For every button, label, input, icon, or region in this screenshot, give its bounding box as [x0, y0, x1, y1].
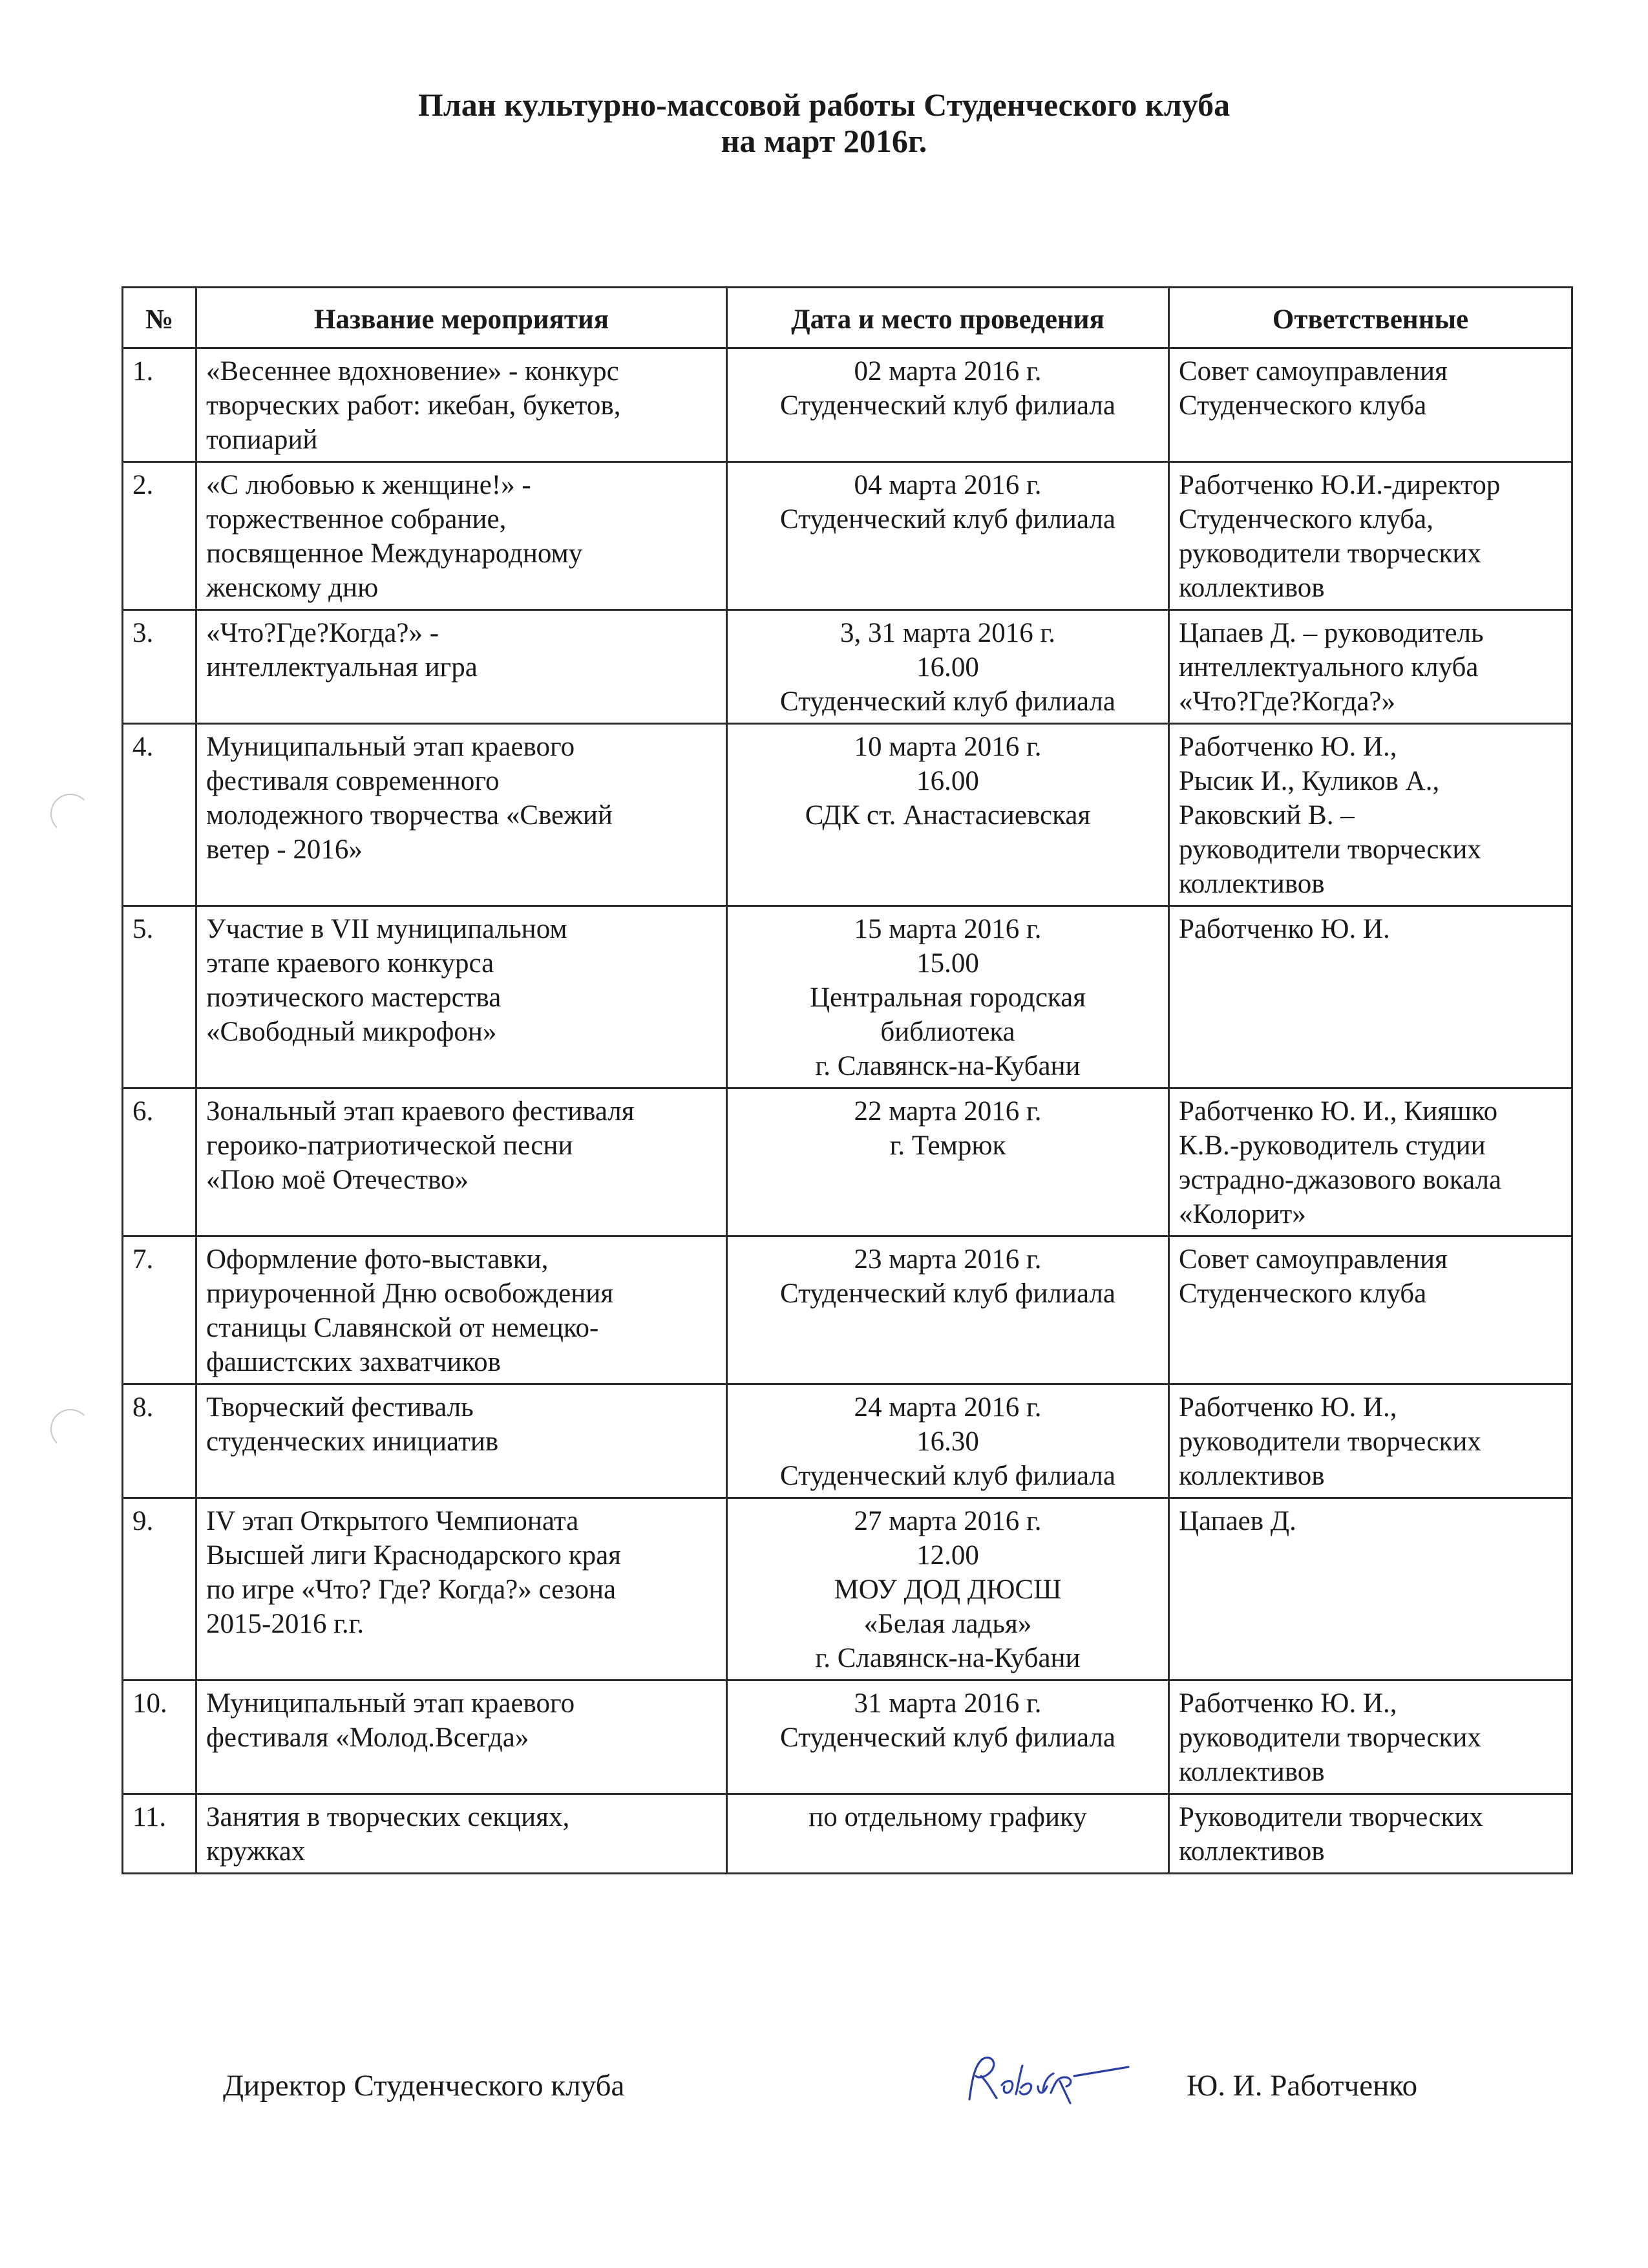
row-number: 8.: [123, 1384, 196, 1498]
responsible-line: руководители творческих: [1179, 834, 1481, 865]
date-place-line: 04 марта 2016 г.: [854, 470, 1042, 500]
event-name-line: посвященное Международному: [206, 538, 583, 569]
date-place-cell: [727, 462, 1169, 610]
row-number: 2.: [123, 462, 196, 610]
event-name-cell: [196, 906, 727, 1088]
date-place-line: 3, 31 марта 2016 г.: [840, 618, 1056, 648]
responsible-line: Раковский В. –: [1179, 800, 1355, 831]
event-name-line: IV этап Открытого Чемпионата: [206, 1506, 579, 1536]
date-place-cell: [727, 1236, 1169, 1384]
event-name-line: «Что?Где?Когда?» -: [206, 618, 439, 648]
date-place-line: 16.30: [916, 1426, 979, 1457]
responsible-line: Работченко Ю. И., Кияшко: [1179, 1096, 1498, 1127]
date-place-line: г. Темрюк: [889, 1130, 1006, 1161]
date-place-cell: [727, 906, 1169, 1088]
responsible-line: Работченко Ю.И.-директор: [1179, 470, 1501, 500]
date-place-line: г. Славянск-на-Кубани: [815, 1051, 1081, 1081]
date-place-cell: [727, 724, 1169, 906]
date-place-line: 02 марта 2016 г.: [854, 356, 1042, 387]
date-place-line: библиотека: [880, 1017, 1015, 1047]
row-number: 10.: [123, 1680, 196, 1794]
event-name-line: Оформление фото-выставки,: [206, 1244, 549, 1275]
date-place-line: 16.00: [916, 766, 979, 796]
event-name-line: топиарий: [206, 425, 318, 455]
event-name-line: «Весеннее вдохновение» - конкурс: [206, 356, 619, 387]
events-table: [121, 286, 1573, 1874]
date-place-line: Студенческий клуб филиала: [780, 390, 1115, 421]
date-place-line: Студенческий клуб филиала: [780, 686, 1115, 717]
event-name-line: Высшей лиги Краснодарского края: [206, 1540, 621, 1571]
date-place-line: 23 марта 2016 г.: [854, 1244, 1042, 1275]
event-name-cell: [196, 1236, 727, 1384]
event-name-line: поэтического мастерства: [206, 982, 502, 1013]
punch-hole-mark-bottom: [50, 1409, 90, 1449]
table-row: [123, 724, 1572, 906]
table-row: [123, 906, 1572, 1088]
date-place-line: Студенческий клуб филиала: [780, 1461, 1115, 1491]
event-name-line: Творческий фестиваль: [206, 1392, 474, 1423]
date-place-cell: [727, 1088, 1169, 1236]
responsible-line: «Что?Где?Когда?»: [1179, 686, 1396, 717]
event-name-line: ветер - 2016»: [206, 834, 363, 865]
table-row: [123, 462, 1572, 610]
responsible-line: коллективов: [1179, 1757, 1325, 1787]
row-number: 3.: [123, 610, 196, 724]
event-name-cell: [196, 1498, 727, 1680]
responsible-line: коллективов: [1179, 1461, 1325, 1491]
event-name-line: Зональный этап краевого фестиваля: [206, 1096, 635, 1127]
event-name-line: «Пою моё Отечество»: [206, 1165, 469, 1195]
event-name-line: Занятия в творческих секциях,: [206, 1802, 570, 1832]
event-name-line: этапе краевого конкурса: [206, 948, 494, 979]
event-name-line: фестиваля «Молод.Всегда»: [206, 1722, 529, 1753]
date-place-line: 22 марта 2016 г.: [854, 1096, 1042, 1127]
event-name-line: творческих работ: икебан, букетов,: [206, 390, 621, 421]
responsible-line: коллективов: [1179, 1836, 1325, 1867]
responsible-cell: [1169, 724, 1572, 906]
responsible-line: Цапаев Д. – руководитель: [1179, 618, 1484, 648]
date-place-line: 16.00: [916, 652, 979, 683]
event-name-cell: [196, 1680, 727, 1794]
event-name-line: фашистских захватчиков: [206, 1347, 501, 1377]
title-line-2: на март 2016г.: [721, 123, 927, 159]
table-row: [123, 1680, 1572, 1794]
row-number: 5.: [123, 906, 196, 1088]
date-place-line: Студенческий клуб филиала: [780, 1278, 1115, 1309]
event-name-cell: [196, 1088, 727, 1236]
responsible-line: Работченко Ю. И.,: [1179, 1688, 1397, 1719]
responsible-cell: [1169, 1088, 1572, 1236]
row-number: 6.: [123, 1088, 196, 1236]
table-row: [123, 348, 1572, 462]
event-name-line: кружках: [206, 1836, 306, 1867]
date-place-line: 31 марта 2016 г.: [854, 1688, 1042, 1719]
event-name-line: фестиваля современного: [206, 766, 500, 796]
responsible-line: руководители творческих: [1179, 1426, 1481, 1457]
responsible-line: коллективов: [1179, 573, 1325, 603]
date-place-cell: [727, 1794, 1169, 1874]
signature: [956, 2048, 1137, 2112]
responsible-line: Студенческого клуба: [1179, 1278, 1427, 1309]
header-responsible: Ответственные: [1169, 288, 1572, 348]
header-event-name: Название мероприятия: [196, 288, 727, 348]
date-place-cell: [727, 348, 1169, 462]
event-name-line: Участие в VII муниципальном: [206, 914, 567, 944]
header-date-place: Дата и место проведения: [727, 288, 1169, 348]
event-name-line: 2015-2016 г.г.: [206, 1609, 364, 1639]
responsible-cell: [1169, 1498, 1572, 1680]
event-name-line: студенческих инициатив: [206, 1426, 499, 1457]
date-place-line: по отдельному графику: [808, 1802, 1087, 1832]
date-place-cell: [727, 1680, 1169, 1794]
event-name-line: молодежного творчества «Свежий: [206, 800, 613, 831]
responsible-line: Студенческого клуба,: [1179, 504, 1433, 535]
date-place-cell: [727, 1384, 1169, 1498]
responsible-line: руководители творческих: [1179, 538, 1481, 569]
event-name-cell: [196, 462, 727, 610]
responsible-cell: [1169, 462, 1572, 610]
table-row: [123, 610, 1572, 724]
table-header-row: [123, 288, 1572, 348]
table-row: [123, 1384, 1572, 1498]
title-line-1: План культурно-массовой работы Студенческого клуба: [417, 87, 1231, 123]
date-place-line: 27 марта 2016 г.: [854, 1506, 1042, 1536]
responsible-line: К.В.-руководитель студии: [1179, 1130, 1486, 1161]
footer-position: Директор Студенческого клуба: [223, 2069, 625, 2103]
date-place-line: 24 марта 2016 г.: [854, 1392, 1042, 1423]
row-number: 9.: [123, 1498, 196, 1680]
event-name-line: женскому дню: [206, 573, 379, 603]
responsible-line: Руководители творческих: [1179, 1802, 1483, 1832]
row-number: 4.: [123, 724, 196, 906]
date-place-cell: [727, 1498, 1169, 1680]
responsible-cell: [1169, 1384, 1572, 1498]
table-body: [123, 348, 1572, 1874]
responsible-line: коллективов: [1179, 869, 1325, 899]
event-name-cell: [196, 1794, 727, 1874]
responsible-line: Работченко Ю. И.,: [1179, 1392, 1397, 1423]
event-name-line: Муниципальный этап краевого: [206, 732, 575, 762]
responsible-cell: [1169, 1794, 1572, 1874]
event-name-cell: [196, 1384, 727, 1498]
date-place-line: 10 марта 2016 г.: [854, 732, 1042, 762]
punch-hole-mark-top: [50, 794, 90, 834]
date-place-line: 15.00: [916, 948, 979, 979]
date-place-line: МОУ ДОД ДЮСШ: [834, 1574, 1062, 1605]
event-name-line: станицы Славянской от немецко-: [206, 1313, 599, 1343]
date-place-line: Студенческий клуб филиала: [780, 1722, 1115, 1753]
event-name-cell: [196, 724, 727, 906]
responsible-line: «Колорит»: [1179, 1199, 1306, 1229]
table-row: [123, 1236, 1572, 1384]
responsible-line: Работченко Ю. И.: [1179, 914, 1390, 944]
responsible-line: Совет самоуправления: [1179, 1244, 1448, 1275]
event-name-cell: [196, 610, 727, 724]
event-name-line: героико-патриотической песни: [206, 1130, 573, 1161]
event-name-cell: [196, 348, 727, 462]
row-number: 7.: [123, 1236, 196, 1384]
page-title: [0, 87, 1648, 159]
responsible-cell: [1169, 610, 1572, 724]
row-number: 1.: [123, 348, 196, 462]
date-place-line: Центральная городская: [809, 982, 1086, 1013]
table-row: [123, 1498, 1572, 1680]
event-name-line: торжественное собрание,: [206, 504, 507, 535]
responsible-line: Работченко Ю. И.,: [1179, 732, 1397, 762]
header-num: №: [123, 288, 196, 348]
responsible-cell: [1169, 1236, 1572, 1384]
date-place-line: «Белая ладья»: [863, 1609, 1032, 1639]
responsible-line: Цапаев Д.: [1179, 1506, 1296, 1536]
responsible-line: Совет самоуправления: [1179, 356, 1448, 387]
date-place-line: 12.00: [916, 1540, 979, 1571]
responsible-cell: [1169, 1680, 1572, 1794]
responsible-line: эстрадно-джазового вокала: [1179, 1165, 1502, 1195]
event-name-line: Муниципальный этап краевого: [206, 1688, 575, 1719]
date-place-cell: [727, 610, 1169, 724]
responsible-line: Студенческого клуба: [1179, 390, 1427, 421]
event-name-line: интеллектуальная игра: [206, 652, 478, 683]
responsible-cell: [1169, 348, 1572, 462]
responsible-line: интеллектуального клуба: [1179, 652, 1479, 683]
date-place-line: г. Славянск-на-Кубани: [815, 1643, 1081, 1673]
row-number: 11.: [123, 1794, 196, 1874]
event-name-line: по игре «Что? Где? Когда?» сезона: [206, 1574, 617, 1605]
table-row: [123, 1794, 1572, 1874]
responsible-cell: [1169, 906, 1572, 1088]
date-place-line: СДК ст. Анастасиевская: [805, 800, 1091, 831]
responsible-line: руководители творческих: [1179, 1722, 1481, 1753]
date-place-line: 15 марта 2016 г.: [854, 914, 1042, 944]
footer-name: Ю. И. Работченко: [1187, 2069, 1418, 2103]
event-name-line: приуроченной Дню освобождения: [206, 1278, 614, 1309]
event-name-line: «Свободный микрофон»: [206, 1017, 497, 1047]
date-place-line: Студенческий клуб филиала: [780, 504, 1115, 535]
responsible-line: Рысик И., Куликов А.,: [1179, 766, 1440, 796]
event-name-line: «С любовью к женщине!» -: [206, 470, 531, 500]
table-row: [123, 1088, 1572, 1236]
